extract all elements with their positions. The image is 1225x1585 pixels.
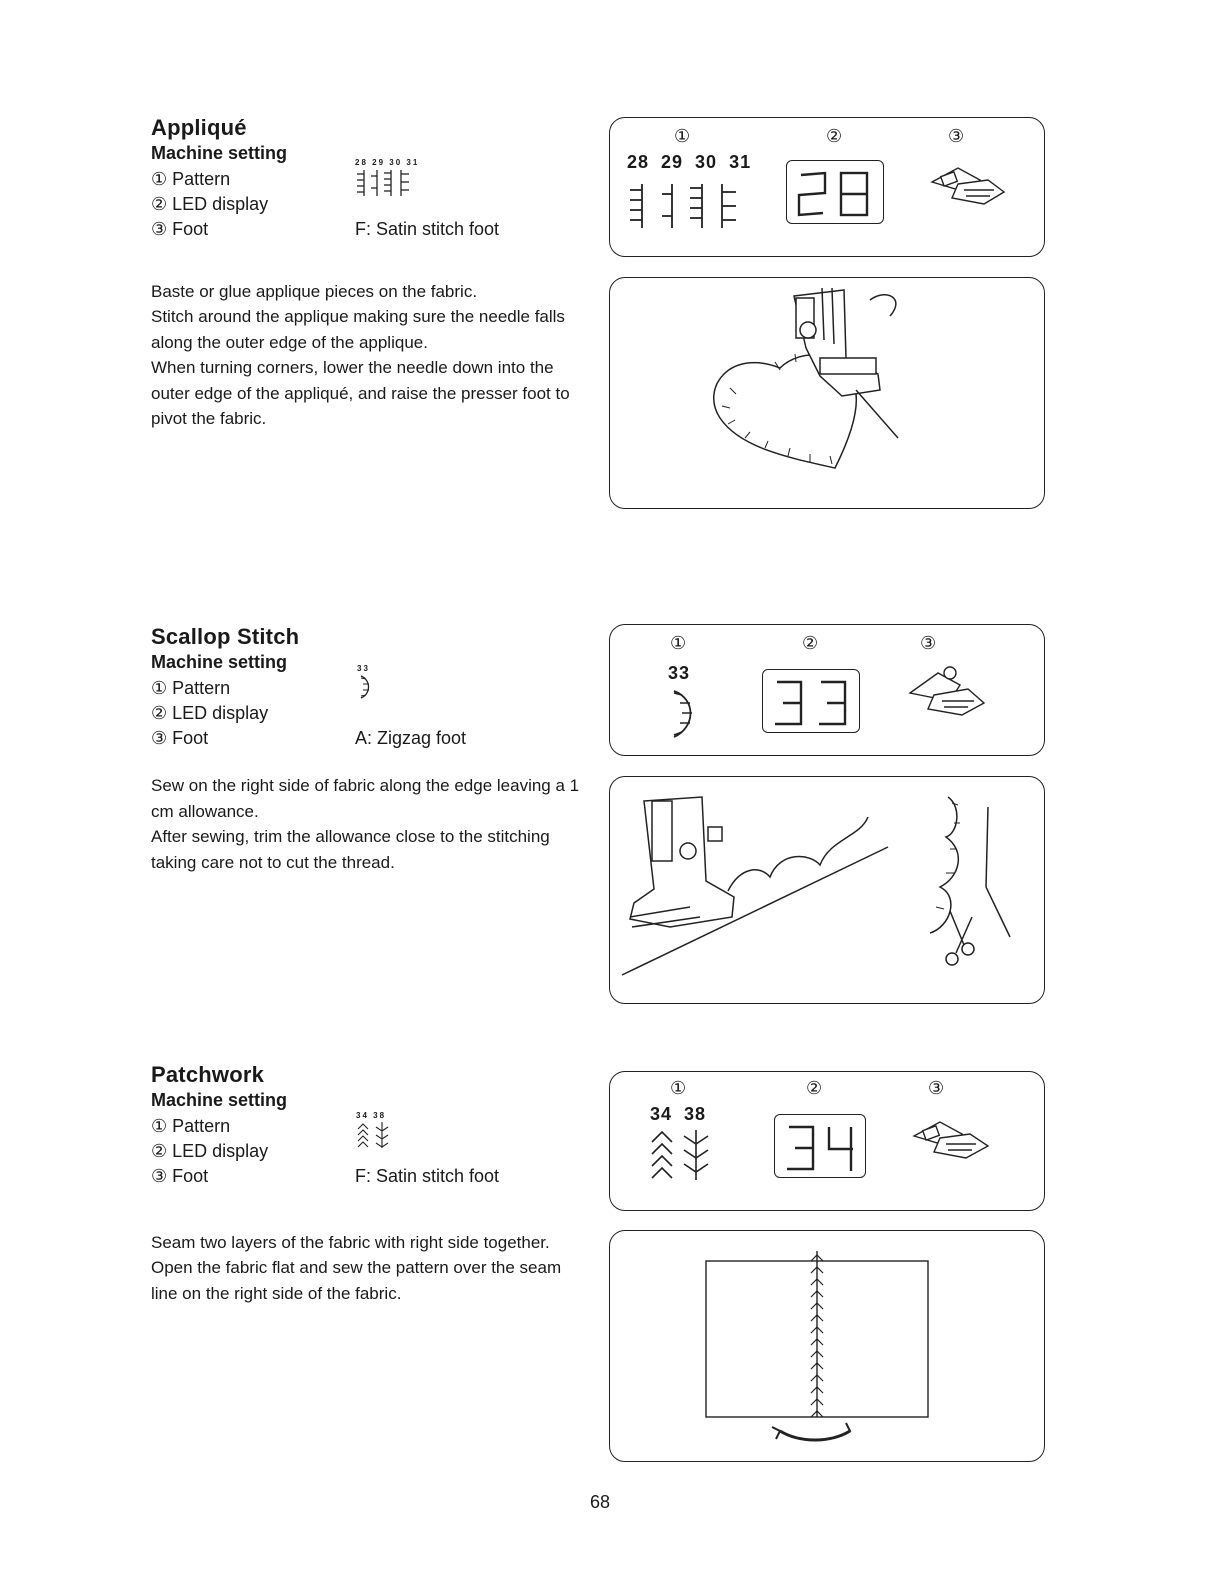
row-foot-label: ③ Foot xyxy=(151,728,209,748)
marker-foot: ③ xyxy=(920,633,937,654)
paragraph: Sew on the right side of fabric along the edge leaving a 1 cm allowance. xyxy=(151,776,580,821)
paragraph: Baste or glue applique pieces on the fabric. xyxy=(151,282,478,301)
applique-illustration-panel xyxy=(609,277,1045,509)
led-digits xyxy=(787,161,883,223)
marker-pattern: ① xyxy=(670,633,687,654)
pattern-numbers-small: 34 38 xyxy=(356,1111,387,1120)
machine-setting-heading: Machine setting xyxy=(151,1090,288,1110)
foot-value: F: Satin stitch foot xyxy=(355,1166,500,1186)
satin-stitch-foot-icon xyxy=(928,164,1008,212)
marker-foot: ③ xyxy=(948,126,965,147)
row-foot-label: ③ Foot xyxy=(151,219,209,239)
stitch-pattern-icon xyxy=(628,180,748,232)
row-led-label: ② LED display xyxy=(151,1141,269,1161)
patchwork-pattern-icon xyxy=(650,1128,720,1184)
machine-setting-heading: Machine setting xyxy=(151,652,288,672)
marker-led: ② xyxy=(826,126,843,147)
scallop-illustration-panel xyxy=(609,776,1045,1004)
paragraph: Seam two layers of the fabric with right side together. xyxy=(151,1233,550,1252)
scallop-pattern-icon xyxy=(670,687,700,743)
led-digits xyxy=(763,670,859,732)
pattern-numbers-small: 28 29 30 31 xyxy=(355,158,420,167)
led-display xyxy=(774,1114,866,1178)
applique-heart-illustration xyxy=(610,278,1044,508)
marker-pattern: ① xyxy=(674,126,691,147)
section-title-scallop: Scallop Stitch xyxy=(151,624,300,649)
machine-setting-panel xyxy=(609,1071,1045,1211)
marker-pattern: ① xyxy=(670,1078,687,1099)
scallop-illustration xyxy=(610,777,1044,1003)
page-number: 68 xyxy=(590,1492,611,1512)
pattern-numbers: 33 xyxy=(668,663,691,683)
row-led-label: ② LED display xyxy=(151,703,269,723)
patchwork-seam-illustration xyxy=(610,1231,1044,1461)
patchwork-illustration-panel xyxy=(609,1230,1045,1462)
pattern-numbers: 34 38 xyxy=(650,1104,707,1124)
paragraph: When turning corners, lower the needle down into the outer edge of the appliqué, and raise the presser foot to pivot the fabric. xyxy=(151,358,570,428)
machine-setting-panel xyxy=(609,624,1045,756)
row-foot-label: ③ Foot xyxy=(151,1166,209,1186)
paragraph: After sewing, trim the allowance close to the stitching taking care not to cut the thread. xyxy=(151,827,550,872)
paragraph: Stitch around the applique making sure the needle falls along the outer edge of the applique. xyxy=(151,307,565,352)
row-pattern-label: ① Pattern xyxy=(151,1116,231,1136)
led-digits xyxy=(775,1115,865,1177)
row-led-label: ② LED display xyxy=(151,194,269,214)
led-display xyxy=(762,669,860,733)
foot-value: A: Zigzag foot xyxy=(355,728,467,748)
paragraph: Open the fabric flat and sew the pattern over the seam line on the right side of the fabric. xyxy=(151,1258,562,1303)
satin-stitch-foot-icon xyxy=(910,1118,994,1166)
row-pattern-label: ① Pattern xyxy=(151,678,231,698)
marker-led: ② xyxy=(802,633,819,654)
section-title-patchwork: Patchwork xyxy=(151,1062,265,1087)
marker-foot: ③ xyxy=(928,1078,945,1099)
section-title-applique: Appliqué xyxy=(151,115,247,140)
marker-led: ② xyxy=(806,1078,823,1099)
foot-value: F: Satin stitch foot xyxy=(355,219,500,239)
patchwork-pattern-small-icon xyxy=(356,1121,396,1149)
zigzag-foot-icon xyxy=(904,663,988,723)
led-display xyxy=(786,160,884,224)
machine-setting-panel xyxy=(609,117,1045,257)
row-pattern-label: ① Pattern xyxy=(151,169,231,189)
machine-setting-heading: Machine setting xyxy=(151,143,288,163)
pattern-numbers: 28 29 30 31 xyxy=(627,152,752,172)
scallop-pattern-small-icon xyxy=(357,674,377,702)
stitch-pattern-small-icon xyxy=(355,168,415,200)
pattern-numbers-small: 33 xyxy=(357,664,370,673)
